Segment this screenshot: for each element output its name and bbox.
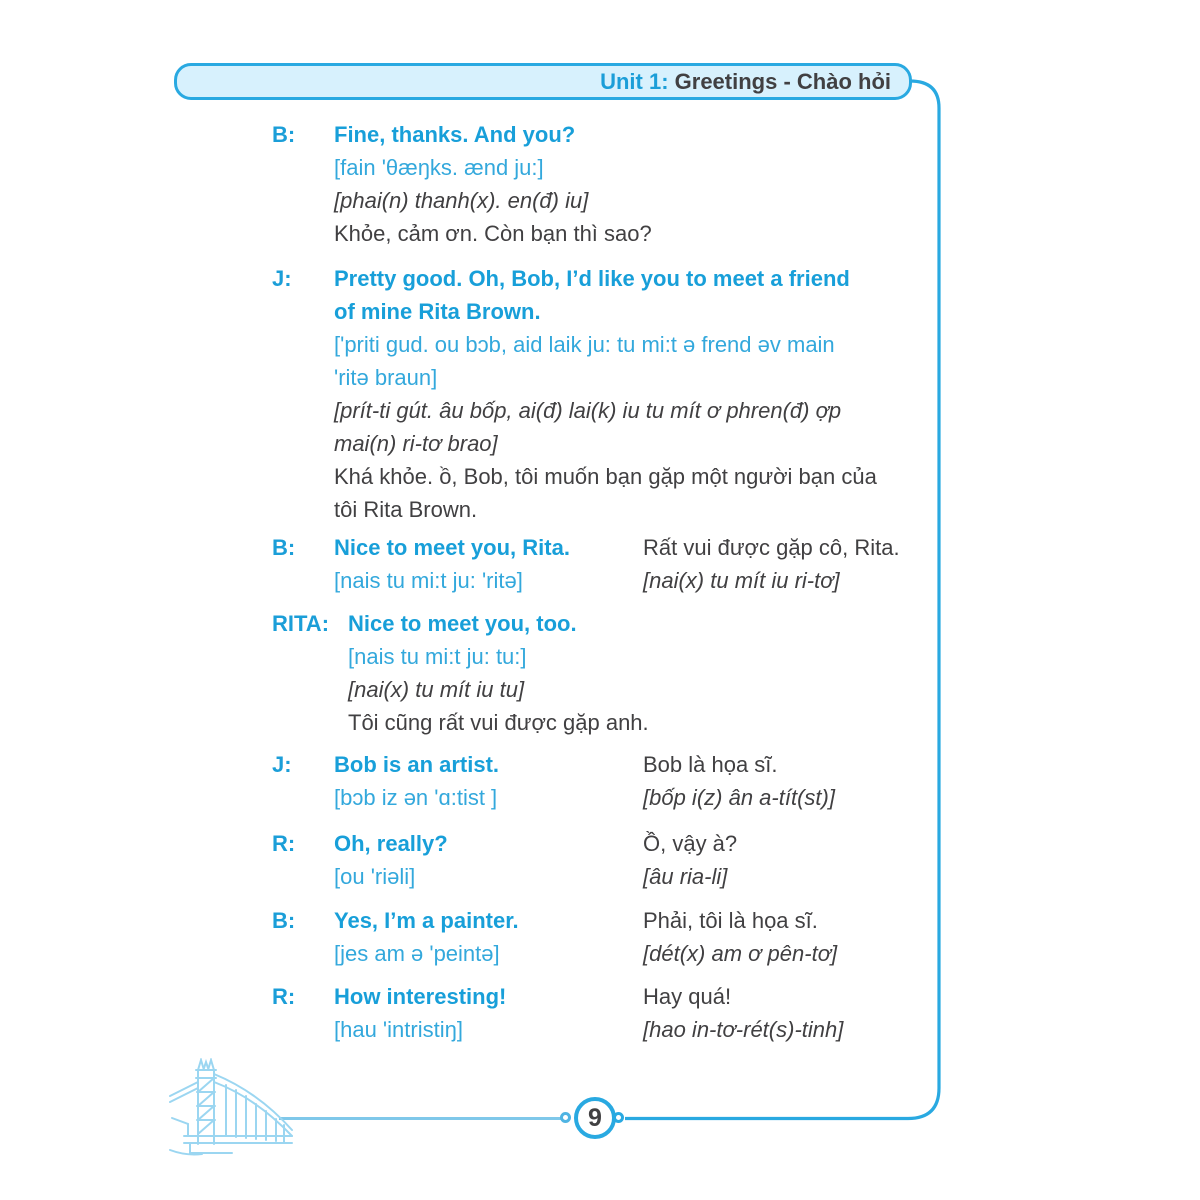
viet-phonetic-line: [bốp i(z) ân a-tít(st)]: [643, 785, 835, 810]
viet-line: tôi Rita Brown.: [334, 497, 478, 522]
english-line: Nice to meet you, too.: [348, 611, 577, 636]
footer-ring-left: [560, 1112, 571, 1123]
unit-title: Greetings - Chào hỏi: [668, 68, 891, 94]
speaker-label: RITA:: [272, 611, 330, 636]
unit-label: Unit 1:: [600, 68, 669, 94]
speaker-label: R:: [272, 984, 296, 1009]
translation-column: [643, 904, 943, 970]
page-number-badge: [574, 1097, 616, 1139]
ipa-line: [nais tu mi:t ju: tu:]: [348, 644, 527, 669]
translation-column: [643, 980, 943, 1046]
ipa-line: [ou 'riəli]: [334, 864, 416, 889]
english-line: Nice to meet you, Rita.: [334, 535, 570, 560]
english-line: How interesting!: [334, 984, 507, 1009]
viet-phonetic-line: mai(n) ri-tơ brao]: [334, 431, 498, 456]
viet-phonetic-line: [dét(x) am ơ pên-tơ]: [643, 941, 838, 966]
viet-phonetic-line: [nai(x) tu mít iu ri-tơ]: [643, 568, 840, 593]
english-line: Fine, thanks. And you?: [334, 122, 576, 147]
ipa-line: [fain 'θæŋks. ænd ju:]: [334, 155, 544, 180]
dialogue-left-column: [348, 607, 948, 739]
english-line: Oh, really?: [334, 831, 448, 856]
speaker-label: J:: [272, 266, 292, 291]
viet-line: Ồ, vậy à?: [643, 831, 738, 856]
ipa-line: 'ritə braun]: [334, 365, 438, 390]
viet-phonetic-line: [phai(n) thanh(x). en(đ) iu]: [334, 188, 589, 213]
speaker-label: J:: [272, 752, 292, 777]
english-line: Bob is an artist.: [334, 752, 500, 777]
viet-line: Phải, tôi là họa sĩ.: [643, 908, 818, 933]
speaker-label: B:: [272, 122, 296, 147]
viet-phonetic-line: [âu ria-li]: [643, 864, 728, 889]
translation-column: [643, 827, 943, 893]
ipa-line: [jes am ə 'peintə]: [334, 941, 500, 966]
viet-line: Hay quá!: [643, 984, 732, 1009]
speaker-label: B:: [272, 535, 296, 560]
viet-line: Khỏe, cảm ơn. Còn bạn thì sao?: [334, 221, 652, 246]
dialogue-left-column: [334, 262, 934, 526]
speaker-label: R:: [272, 831, 296, 856]
page-number: 9: [588, 1103, 602, 1132]
translation-column: [643, 748, 943, 814]
viet-line: Bob là họa sĩ.: [643, 752, 778, 777]
english-line: of mine Rita Brown.: [334, 299, 541, 324]
viet-line: Khá khỏe. ồ, Bob, tôi muốn bạn gặp một người bạn của: [334, 464, 877, 489]
dialogue-left-column: [334, 118, 934, 250]
viet-line: Tôi cũng rất vui được gặp anh.: [348, 710, 649, 735]
ipa-line: ['priti gud. ou bɔb, aid laik ju: tu mi:t ə frend əv main: [334, 332, 835, 357]
viet-phonetic-line: [hao in-tơ-rét(s)-tinh]: [643, 1017, 844, 1042]
ipa-line: [nais tu mi:t ju: 'ritə]: [334, 568, 523, 593]
english-line: Yes, I’m a painter.: [334, 908, 519, 933]
ipa-line: [hau 'intristiŋ]: [334, 1017, 463, 1042]
viet-phonetic-line: [prít-ti gút. âu bốp, ai(đ) lai(k) iu tu mít ơ phren(đ) ợp: [334, 398, 842, 423]
viet-line: Rất vui được gặp cô, Rita.: [643, 535, 900, 560]
english-line: Pretty good. Oh, Bob, I’d like you to meet a friend: [334, 266, 850, 291]
translation-column: [643, 531, 943, 597]
viet-phonetic-line: [nai(x) tu mít iu tu]: [348, 677, 525, 702]
ipa-line: [bɔb iz ən 'ɑ:tist ]: [334, 785, 498, 810]
speaker-label: B:: [272, 908, 296, 933]
